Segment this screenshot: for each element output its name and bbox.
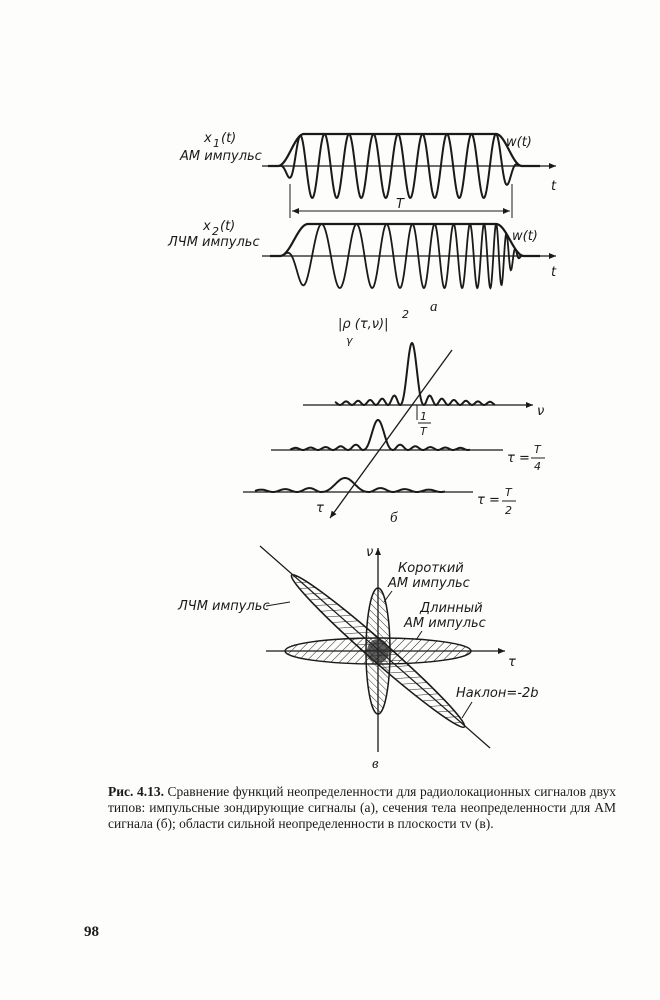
nu-axis-label-b: ν bbox=[537, 404, 545, 419]
slope-label: Наклон=-2b bbox=[456, 686, 539, 701]
panel-b-letter: б bbox=[390, 510, 398, 526]
long-am-line1: Длинный bbox=[420, 601, 483, 616]
signal2-argument: (t) bbox=[220, 219, 236, 234]
slice1-curve bbox=[335, 343, 495, 405]
signal2-type: ЛЧМ импульс bbox=[168, 235, 260, 250]
inverse-T-numerator: 1 bbox=[420, 410, 427, 423]
nu-axis-label-c: ν bbox=[366, 545, 374, 560]
tau-axis-label-c: τ bbox=[508, 655, 516, 670]
slice2-curve bbox=[290, 420, 470, 450]
time-axis-label-1: t bbox=[551, 179, 557, 194]
slice2-prefix: τ = bbox=[507, 451, 530, 466]
long-am-line2: АМ импульс bbox=[404, 616, 486, 631]
ambiguity-function-subscript: γ bbox=[346, 334, 353, 347]
duration-label: T bbox=[396, 197, 404, 212]
signal2-name: x bbox=[203, 219, 211, 234]
time-axis-label-2: t bbox=[551, 265, 557, 280]
slice3-denominator: 2 bbox=[505, 504, 512, 517]
signal2-subscript: 2 bbox=[212, 225, 219, 238]
short-am-line2: АМ импульс bbox=[388, 576, 470, 591]
signal1-type: АМ импульс bbox=[180, 149, 262, 164]
caption-text: Сравнение функций неопределенности для радиолокационных сигналов двух типов: импульсные зондирующие сигналы (а), сечения тела неопределенности для АМ сигнала (б); области сильной неопределенности в плоскости τν (в). bbox=[108, 784, 616, 831]
overlap-center bbox=[367, 639, 389, 663]
ambiguity-function-power: 2 bbox=[402, 308, 409, 321]
panel-a-letter: а bbox=[430, 299, 438, 315]
caption-label: Рис. 4.13. bbox=[108, 784, 164, 799]
signal2-label bbox=[167, 219, 260, 250]
envelope-label-2: w(t) bbox=[512, 229, 538, 244]
figure-caption bbox=[108, 784, 616, 832]
tau-axis-label-b: τ bbox=[316, 501, 324, 516]
lfm-label: ЛЧМ импульс bbox=[178, 599, 270, 614]
slope-leader bbox=[462, 702, 472, 718]
panel-c-letter: в bbox=[372, 756, 379, 772]
short-am-line1: Короткий bbox=[398, 561, 464, 576]
signal1-name: x bbox=[204, 131, 212, 146]
slice2-denominator: 4 bbox=[534, 460, 541, 473]
signal1-subscript: 1 bbox=[213, 137, 220, 150]
envelope-label-1: w(t) bbox=[506, 135, 532, 150]
slice2-numerator: T bbox=[534, 443, 541, 456]
signal1-label bbox=[179, 131, 262, 164]
panel-b bbox=[243, 308, 545, 526]
inverse-T-denominator: T bbox=[420, 425, 427, 438]
signal1-argument: (t) bbox=[221, 131, 237, 146]
slice3-prefix: τ = bbox=[477, 493, 500, 508]
page-number: 98 bbox=[84, 924, 99, 940]
panel-c bbox=[177, 545, 538, 772]
panel-a bbox=[167, 131, 557, 315]
slice3-numerator: T bbox=[505, 486, 512, 499]
ambiguity-function-label: |ρ (τ,ν)| bbox=[338, 317, 389, 332]
short-am-leader bbox=[384, 591, 392, 602]
